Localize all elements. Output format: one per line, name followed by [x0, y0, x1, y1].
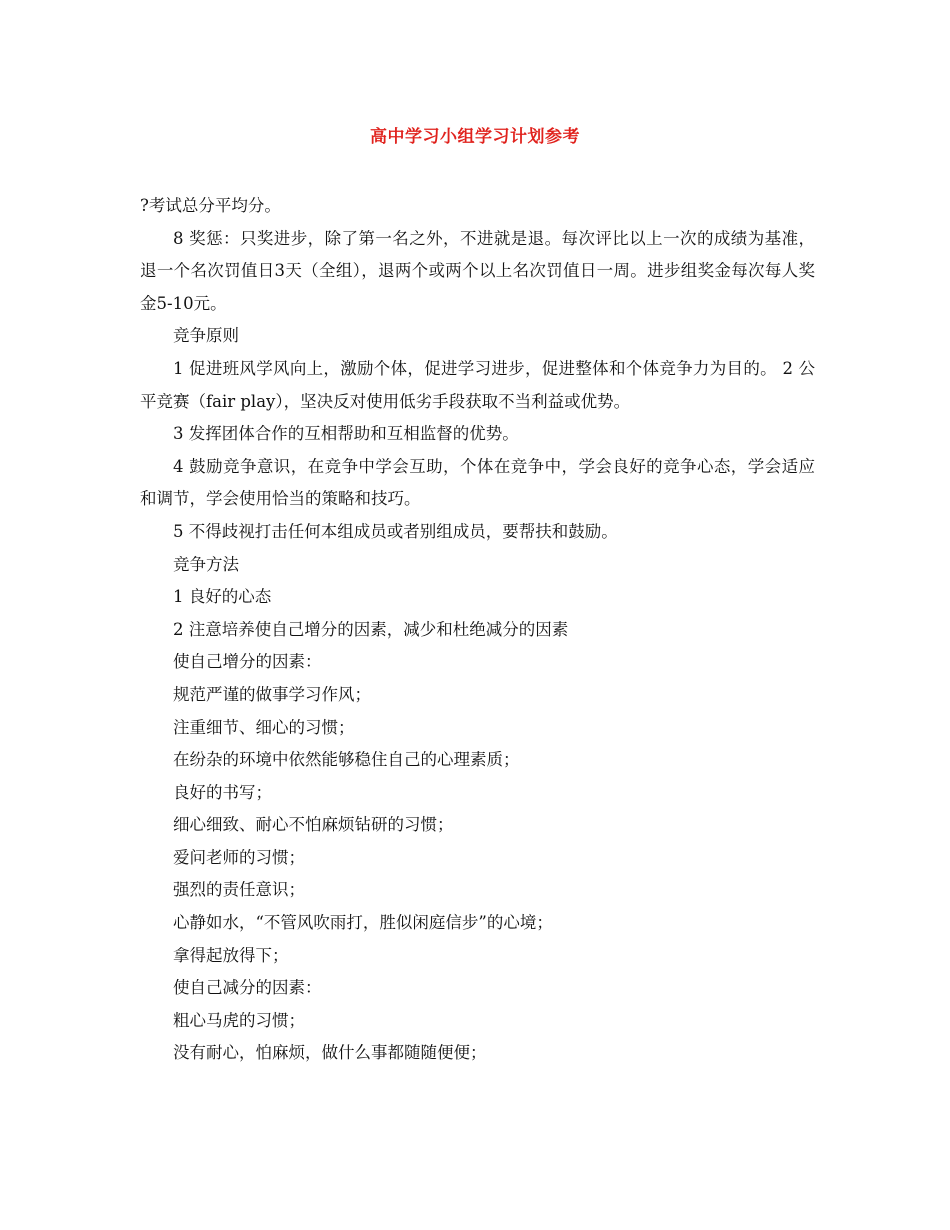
paragraph-19: 拿得起放得下； — [173, 945, 289, 965]
paragraph-22: 没有耐心，怕麻烦，做什么事都随随便便； — [173, 1043, 487, 1063]
paragraph-20: 使自己减分的因素： — [173, 978, 322, 998]
paragraph-1: 8 奖惩：只奖进步，除了第一名之外，不进就是退。每次评比以上一次的成绩为基准，退一个名次罚值日3天（全组），退两个或两个以上名次罚值日一周。进步组奖金每次每人奖金5-10元。 — [140, 228, 815, 313]
paragraph-18: 心静如水，“不管风吹雨打，胜似闲庭信步”的心境； — [173, 913, 553, 933]
paragraph-11: 规范严谨的做事学习作风； — [173, 684, 371, 704]
paragraph-2: 竞争原则 — [173, 326, 239, 346]
paragraph-13: 在纷杂的环境中依然能够稳住自己的心理素质； — [173, 750, 520, 770]
paragraph-21: 粗心马虎的习惯； — [173, 1010, 305, 1030]
paragraph-15: 细心细致、耐心不怕麻烦钻研的习惯； — [173, 815, 454, 835]
document-title: 高中学习小组学习计划参考 — [370, 127, 580, 147]
paragraph-14: 良好的书写； — [173, 782, 272, 802]
paragraph-5: 4 鼓励竞争意识，在竞争中学会互助，个体在竞争中，学会良好的竞争心态，学会适应和调节，学会使用恰当的策略和技巧。 — [140, 456, 815, 509]
paragraph-6: 5 不得歧视打击任何本组成员或者别组成员，要帮扶和鼓励。 — [173, 521, 618, 541]
paragraph-17: 强烈的责任意识； — [173, 880, 305, 900]
paragraph-8: 1 良好的心态 — [173, 587, 272, 607]
paragraph-7: 竞争方法 — [173, 554, 239, 574]
document-body — [140, 190, 815, 1070]
paragraph-3: 1 促进班风学风向上，激励个体，促进学习进步，促进整体和个体竞争力为目的。 2 公平竞赛（fair play），坚决反对使用低劣手段获取不当利益或优势。 — [140, 358, 815, 411]
paragraph-16: 爱问老师的习惯； — [173, 847, 305, 867]
paragraph-0: ?考试总分平均分。 — [140, 196, 281, 215]
paragraph-10: 使自己增分的因素： — [173, 652, 322, 672]
paragraph-4: 3 发挥团体合作的互相帮助和互相监督的优势。 — [173, 424, 519, 444]
paragraph-9: 2 注意培养使自己增分的因素，减少和杜绝减分的因素 — [173, 619, 569, 639]
paragraph-12: 注重细节、细心的习惯； — [173, 717, 355, 737]
